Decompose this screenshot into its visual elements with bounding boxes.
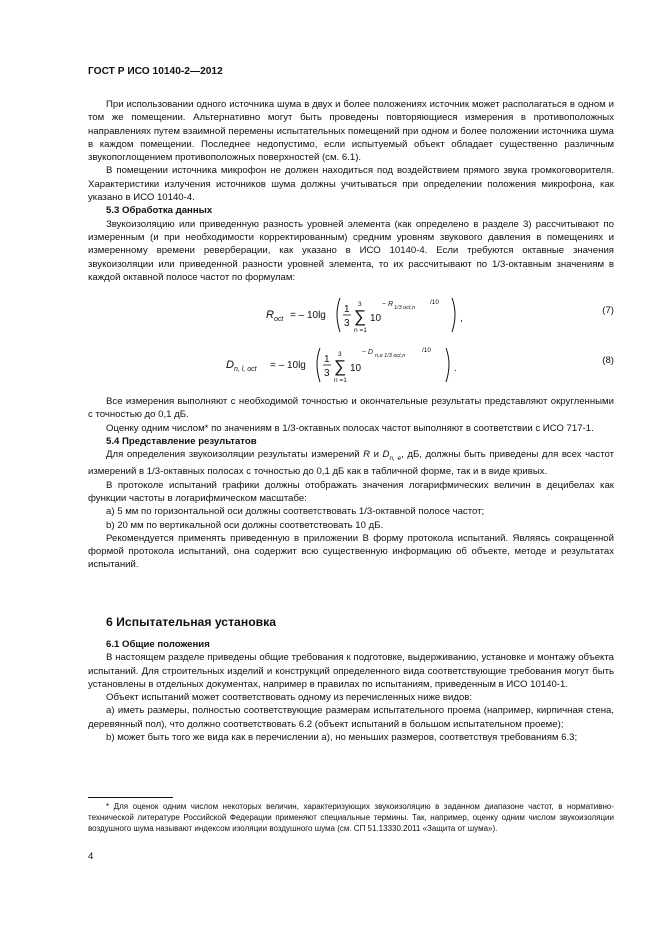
list-item: a) иметь размеры, полностью соответствующие размерам испытательного проема (например, кирпичная стена, деревянный пол), что должно соответствовать 6.2 (объект испытаний в большом испытательном проеме); xyxy=(88,705,614,730)
formula-8 xyxy=(88,342,614,382)
text-run: и xyxy=(370,449,383,461)
power-base: 10 xyxy=(370,313,382,324)
formula-lhs-sub: n, l, oct xyxy=(234,366,257,373)
sum-bottom: n =1 xyxy=(334,377,347,384)
power-base: 10 xyxy=(350,363,362,374)
paragraph: Рекомендуется применять приведенную в приложении В форму протокола испытаний. Являясь сокращенной формой протокола испытаний, она содержит всю существенную информацию об объекте, методе и результатах испытаний. xyxy=(88,532,614,571)
formula-tail: , xyxy=(460,313,463,324)
list-item: b) 20 мм по вертикальной оси должны соответствовать 10 дБ. xyxy=(106,519,384,531)
list-item: a) 5 мм по горизонтальной оси должны соответствовать 1/3-октавной полосе частот; xyxy=(106,506,485,518)
frac-num: 1 xyxy=(344,304,350,315)
list-item: b) может быть того же вида как в перечислении а), но меньших размеров, соответствуя требованиям 6.3; xyxy=(106,732,578,744)
formula-tail: . xyxy=(454,363,457,374)
formula-7-expression xyxy=(258,292,518,336)
paragraph: Оценку одним числом* по значениям в 1/3-октавных полосах частот выполняют в соответствии с ИСО 717-1. xyxy=(106,422,594,434)
page-number: 4 xyxy=(88,851,94,862)
symbol-D: D xyxy=(382,449,390,461)
paragraph: Все измерения выполняют с необходимой точностью и окончательные результаты представляют округленными с точностью до 0,1 дБ. xyxy=(88,396,614,421)
formula-lhs: D xyxy=(226,359,234,371)
exp-var-sub: 1/3 oct,n xyxy=(394,305,416,311)
paragraph: В помещении источника микрофон не должен находиться под воздействием прямого звука громкоговорителя. Характеристики излучения источников шума должны учитываться при определении положения микрофона, как указано в ИСО 10140-4. xyxy=(88,165,614,204)
formula-lhs-sub: oct xyxy=(274,316,284,323)
sum-symbol: ∑ xyxy=(334,357,347,376)
exp-minus: − xyxy=(382,301,387,308)
formula-7 xyxy=(88,292,614,332)
sum-symbol: ∑ xyxy=(354,307,367,326)
section-6-text xyxy=(88,614,614,744)
exp-var: D xyxy=(368,349,374,356)
paragraph: При использовании одного источника шума в двух и более положениях источник может располагаться в одном и том же помещении. Альтернативно могут быть проведены повторяющиеся измерения в противоположных направлениях путем взаимной перемены испытательных помещений при одном и более положении источника шума в каждом помещении. Последнее недопустимо, если испытуемый объект обладает существенно различным звукопоглощением противоположных поверхностей (см. 6.1). xyxy=(88,99,614,164)
symbol-D-sub: n, e xyxy=(389,455,402,463)
frac-den: 3 xyxy=(324,368,330,379)
exp-divisor: /10 xyxy=(430,299,440,306)
footnote xyxy=(88,801,614,834)
formula-8-expression xyxy=(226,342,496,386)
section-heading-6-1: 6.1 Общие положения xyxy=(106,639,210,650)
exp-divisor: /10 xyxy=(422,347,432,354)
text-run: Для определения звукоизоляции результаты измерений xyxy=(106,449,364,461)
paragraph: В протоколе испытаний графики должны отображать значения логарифмических величин в децибелах как функции частоты в логарифмическом масштабе: xyxy=(88,479,614,504)
footnote-divider xyxy=(88,797,173,798)
frac-den: 3 xyxy=(344,318,350,329)
sum-top: 3 xyxy=(358,301,362,308)
symbol-R: R xyxy=(363,449,371,461)
sum-top: 3 xyxy=(338,351,342,358)
text-run: , дБ, должны быть приведены для всех частот измерений в 1/3-октавных полосах с точностью до 0,1 дБ как в табличной форме, так и в виде кривых. xyxy=(88,449,614,478)
formula-eq: = – 10lg xyxy=(290,310,326,321)
section-heading-6: 6 Испытательная установка xyxy=(106,615,277,629)
exp-var-sub: n,e 1/3 oct,n xyxy=(375,353,406,359)
paragraph: Звукоизоляцию или приведенную разность уровней элемента (как определено в разделе 3) рассчитывают по измеренным (и при необходимости корректированным) средним уровням звукового давления в помещениях и измеренному времени реверберации, как указано в ИСО 10140-4. Если требуются октавные значения звукоизоляции или приведенной разности уровней элемента, то их рассчитывают по 1/3-октавным значениям в каждой октавной полосе частот по формулам: xyxy=(88,218,614,283)
paragraph xyxy=(88,448,614,479)
formula-number: (8) xyxy=(602,355,614,366)
exp-minus: − xyxy=(362,349,367,356)
formula-eq: = – 10lg xyxy=(270,360,306,371)
section-heading-5-3: 5.3 Обработка данных xyxy=(106,205,213,217)
document-header: ГОСТ Р ИСО 10140-2—2012 xyxy=(88,66,223,77)
section-heading-5-4: 5.4 Представление результатов xyxy=(106,435,257,447)
paragraph: Объект испытаний может соответствовать одному из перечисленных ниже видов: xyxy=(106,692,473,704)
section-5-3-5-4-text xyxy=(88,395,614,572)
frac-num: 1 xyxy=(324,354,330,365)
exp-var: R xyxy=(388,301,394,308)
formula-lhs: R xyxy=(266,309,274,321)
section-5-2-text xyxy=(88,98,614,284)
document-page xyxy=(88,0,614,936)
formula-number: (7) xyxy=(602,305,614,316)
sum-bottom: n =1 xyxy=(354,327,367,334)
footnote-text: * Для оценок одним числом некоторых величин, характеризующих звукоизоляцию в заданном диапазоне частот, в нормативно-технической литературе Российской Федерации применяют специальные термины. Так, например, оценку одним числом звукоизоляции воздушного шума называют индексом изоляции воздушного шума (см. СП 51.13330.2011 «Защита от шума»). xyxy=(88,802,614,833)
paragraph: В настоящем разделе приведены общие требования к подготовке, выдерживанию, установке и монтажу объекта испытаний. Для строительных изделий и конструкций определенного вида соответствующие требования могут быть установлены в отдельных документах, например в правилах по испытаниям, приведенным в ИСО 10140-1. xyxy=(88,652,614,690)
